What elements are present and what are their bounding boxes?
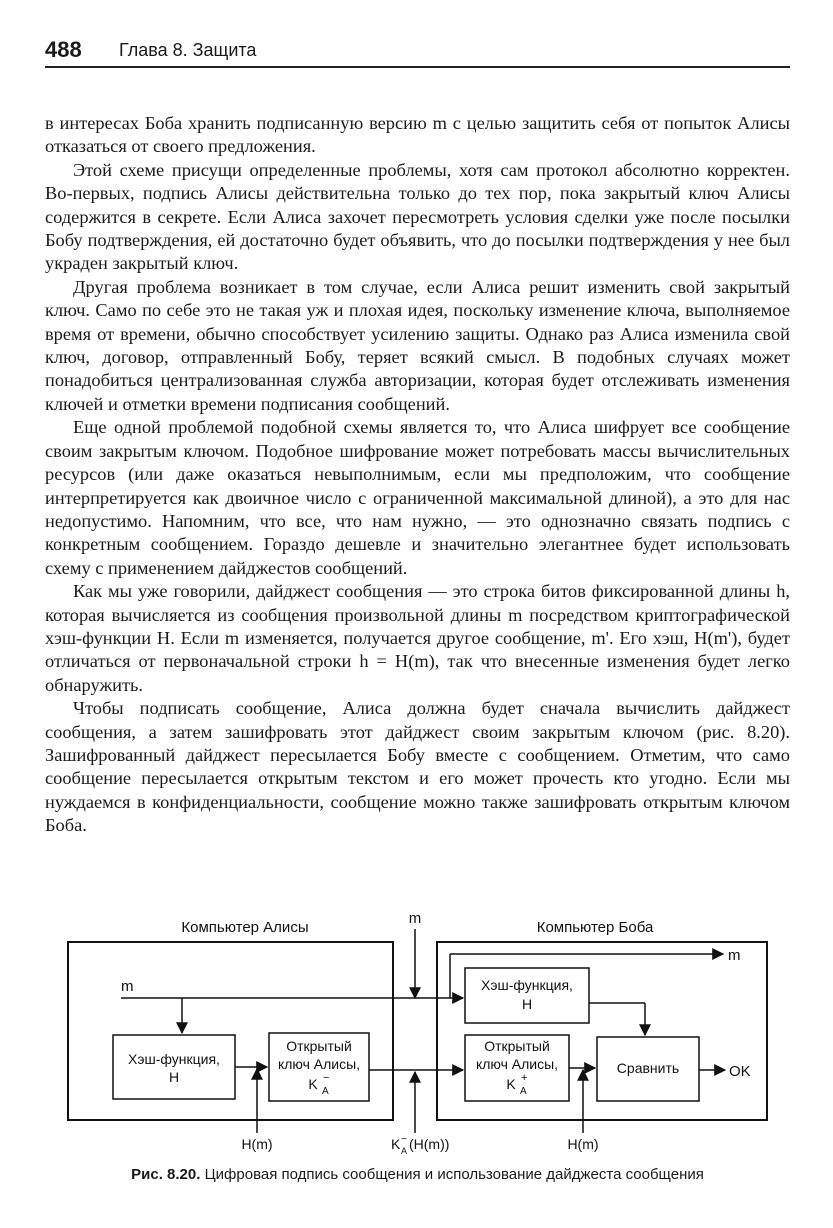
caption-text: Цифровая подпись сообщения и использование дайджеста сообщения — [204, 1166, 704, 1183]
paragraph-1: в интересах Боба хранить подписанную версию m с целью защитить себя от попыток Алисы отказаться от своего предложения. — [45, 113, 790, 157]
paragraph-5: Как мы уже говорили, дайджест сообщения — это строка битов фиксированной длины h, которая вычисляется из сообщения произвольной длины m посредством криптографической хэш-функции H. Если m изменяется, получается другое сообщение, m'. Его хэш, H(m'), будет отличаться от первоначальной строки h = H(m), так что внесенные изменения будет легко обнаружить. — [45, 581, 790, 695]
caption-label: Рис. 8.20. — [131, 1166, 201, 1183]
bob-computer-title: Компьютер Боба — [536, 919, 654, 936]
message-label-right: m — [728, 947, 741, 964]
bob-hm-label: H(m) — [567, 1136, 599, 1152]
alice-key-sub: A — [322, 1086, 329, 1097]
alice-key-symbol: K — [308, 1076, 318, 1092]
paragraph-4: Еще одной проблемой подобной схемы является то, что Алиса шифрует все сообщение своим закрытым ключом. Подобное шифрование может потребовать массы вычислительных ресурсов (или даже оказаться невыполнимым, если мы предположим, что сообщение интерпретируется как двоичное число с ограниченной максимальной длиной), а это для нас недопустимо. Напомним, что все, что нам нужно, — это однозначно связать подпись с конкретным сообщением. Гораздо дешевле и значительно элегантнее будет использовать схему с применением дайджестов сообщений. — [45, 417, 790, 578]
alice-key-sign: − — [323, 1072, 330, 1084]
bob-key-sub: A — [520, 1086, 527, 1097]
page-number: 488 — [45, 37, 82, 62]
bob-key-label-1: Открытый — [484, 1038, 550, 1054]
signed-digest-sub: A — [401, 1146, 408, 1156]
bob-key-label-2: ключ Алисы, — [475, 1056, 559, 1072]
figure-8-20 — [45, 905, 790, 1160]
chapter-title: Глава 8. Защита — [119, 40, 257, 60]
alice-hash-label: Хэш-функция, — [128, 1051, 220, 1067]
alice-key-label-1: Открытый — [286, 1038, 352, 1054]
bob-key-symbol: K — [506, 1076, 516, 1092]
bob-key-sign: + — [521, 1072, 528, 1084]
signature-diagram — [45, 905, 790, 1160]
alice-hash-box — [113, 1035, 235, 1099]
signed-digest-sign: − — [401, 1134, 407, 1145]
alice-hm-label: H(m) — [241, 1136, 273, 1152]
message-label-top: m — [408, 910, 422, 927]
page-header — [45, 34, 790, 68]
paragraph-3: Другая проблема возникает в том случае, если Алиса решит изменить свой закрытый ключ. Само по себе это не такая уж и плохая идея, поскольку изменение ключа, выполняемое время от времени, обычно способствует усилению защиты. Однако раз Алиса изменила свой ключ, договор, отправленный Бобу, теряет всякий смысл. В подобных случаях может понадобиться централизованная служба авторизации, которая будет отслеживать изменения ключей и отметки времени подписания сообщений. — [45, 276, 790, 414]
signed-digest-k: K — [391, 1136, 401, 1152]
bob-hash-label: Хэш-функция, — [481, 977, 573, 993]
alice-hash-symbol: H — [168, 1069, 180, 1085]
paragraph-2: Этой схеме присущи определенные проблемы, хотя сам протокол абсолютно корректен. Во-первых, подпись Алисы действительна только до тех пор, пока закрытый ключ Алисы содержится в секрете. Если Алиса захочет пересмотреть условия сделки уже после посылки Бобу подтверждения, ей достаточно будет объявить, что до посылки подтверждения у нее был украден закрытый ключ. — [45, 159, 790, 274]
bob-hash-symbol: H — [521, 996, 533, 1012]
alice-computer-title: Компьютер Алисы — [181, 919, 309, 936]
paragraph-6: Чтобы подписать сообщение, Алиса должна будет сначала вычислить дайджест сообщения, а затем зашифровать этот дайджест своим закрытым ключом (рис. 8.20). Зашифрованный дайджест пересылается Бобу вместе с сообщением. Отметим, что само сообщение пересылается открытым текстом и его может прочесть кто угодно. Если мы нуждаемся в конфиденциальности, сообщение можно также зашифровать открытым ключом Боба. — [45, 698, 790, 836]
signed-digest-hm: (H(m)) — [409, 1136, 450, 1152]
alice-key-label-2: ключ Алисы, — [277, 1056, 361, 1072]
message-label-left: m — [121, 978, 134, 995]
ok-label: OK — [729, 1063, 751, 1080]
figure-caption — [45, 1166, 790, 1183]
body-text — [45, 112, 790, 838]
compare-label: Сравнить — [616, 1060, 680, 1076]
